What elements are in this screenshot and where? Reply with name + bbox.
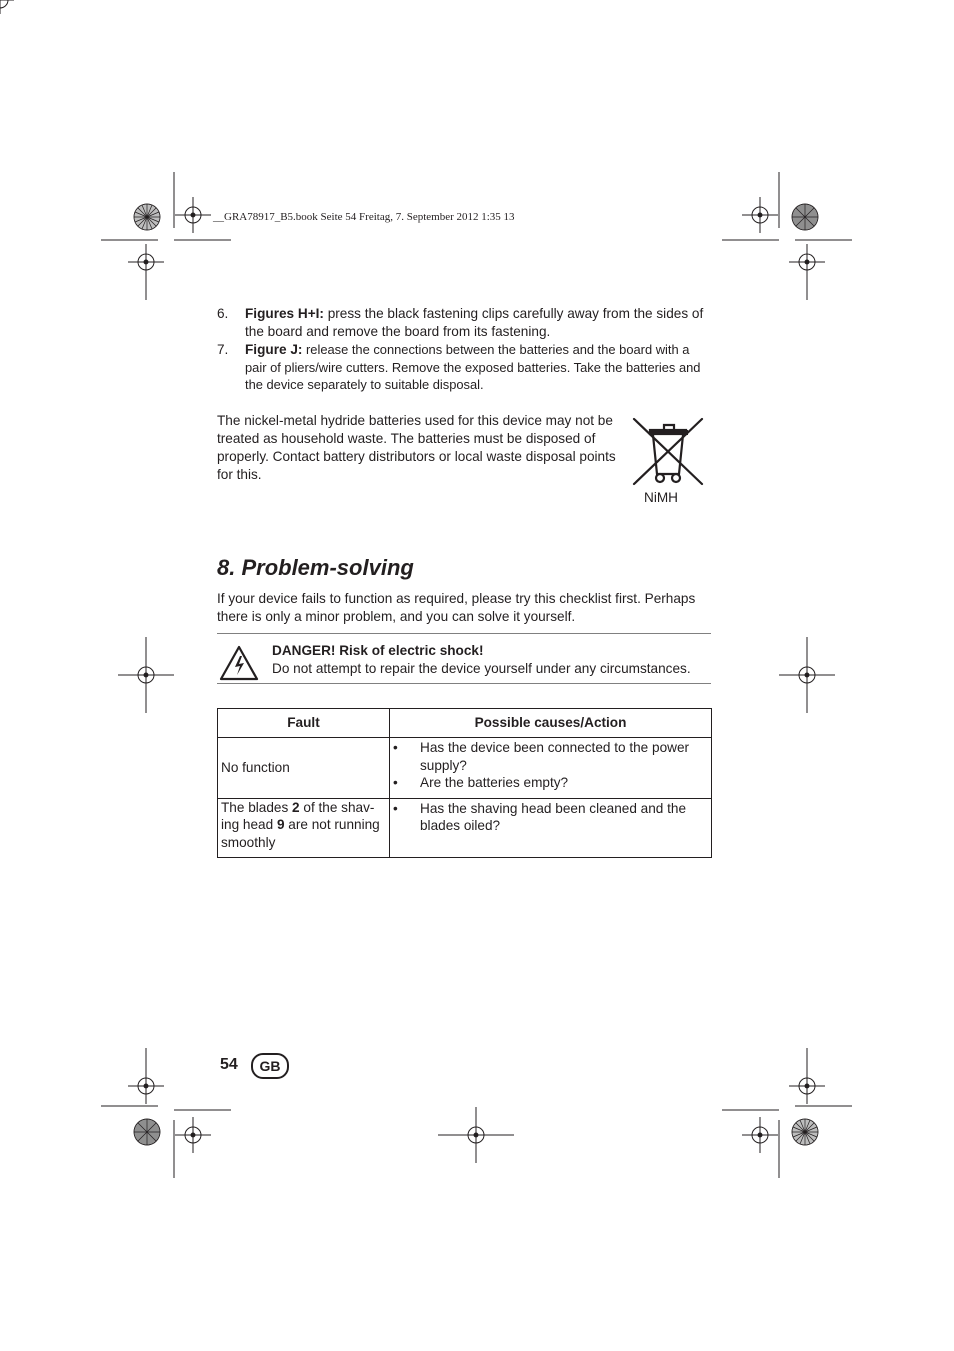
step-text: press the black fastening clips carefully away from the sides of the board and remove the board from its fastening. — [245, 306, 704, 339]
language-badge: GB — [251, 1053, 289, 1079]
section-heading: 8. Problem-solving — [217, 555, 414, 580]
divider — [217, 633, 711, 634]
page-number: 54 — [220, 1056, 238, 1073]
fault-text: are not running smoothly — [221, 817, 380, 850]
warning-title: DANGER! Risk of electric shock! — [272, 643, 484, 658]
list-item: • Are the batteries empty? — [393, 774, 708, 792]
list-item: • Has the device been connected to the power supply? — [393, 739, 708, 774]
fault-text: The blades — [221, 799, 293, 815]
part-number: 2 — [292, 799, 300, 815]
warning-text: Do not attempt to repair the device yourself under any circumstances. — [272, 661, 691, 676]
troubleshooting-table — [217, 708, 712, 858]
disposal-text: The nickel-metal hydride batteries used for this device may not be treated as household waste. The batteries must be disposed of properly. Contact battery distributors or local waste disposal points for this. — [217, 413, 616, 482]
print-file-info: __GRA78917_B5.book Seite 54 Freitag, 7. September 2012 1:35 13 — [213, 211, 515, 223]
nimh-label: NiMH — [644, 490, 678, 505]
list-item — [217, 341, 711, 394]
column-header-fault: Fault — [218, 709, 390, 738]
section-intro: If your device fails to function as required, please try this checklist first. Perhaps there is only a minor problem, and you can solve it yourself. — [217, 591, 696, 624]
causes-cell — [390, 798, 712, 857]
fault-text: of the shav-ing head — [221, 799, 375, 832]
divider — [217, 683, 711, 684]
table-row — [218, 738, 712, 799]
step-list — [217, 305, 711, 394]
step-number: 6. — [217, 306, 229, 321]
column-header-causes: Possible causes/Action — [390, 709, 712, 738]
crossed-out-wheelie-bin-icon — [630, 416, 706, 488]
table-row — [218, 798, 712, 857]
part-number: 9 — [276, 817, 285, 832]
figure-reference: Figure J: — [245, 342, 303, 357]
table-header-row — [218, 709, 712, 738]
list-item — [217, 305, 711, 341]
step-text: release the connections between the batteries and the board with a pair of pliers/wire cutters. Remove the exposed batteries. Take the batteries and the device separately to suitable disposal. — [245, 342, 701, 393]
figure-reference: Figures H+I: — [245, 306, 324, 321]
step-number: 7. — [217, 342, 229, 357]
causes-cell — [390, 738, 712, 799]
fault-cell: No function — [218, 738, 390, 799]
electric-shock-warning-icon — [219, 645, 259, 681]
list-item: • Has the shaving head been cleaned and the blades oiled? — [393, 800, 708, 835]
fault-cell — [218, 798, 390, 857]
